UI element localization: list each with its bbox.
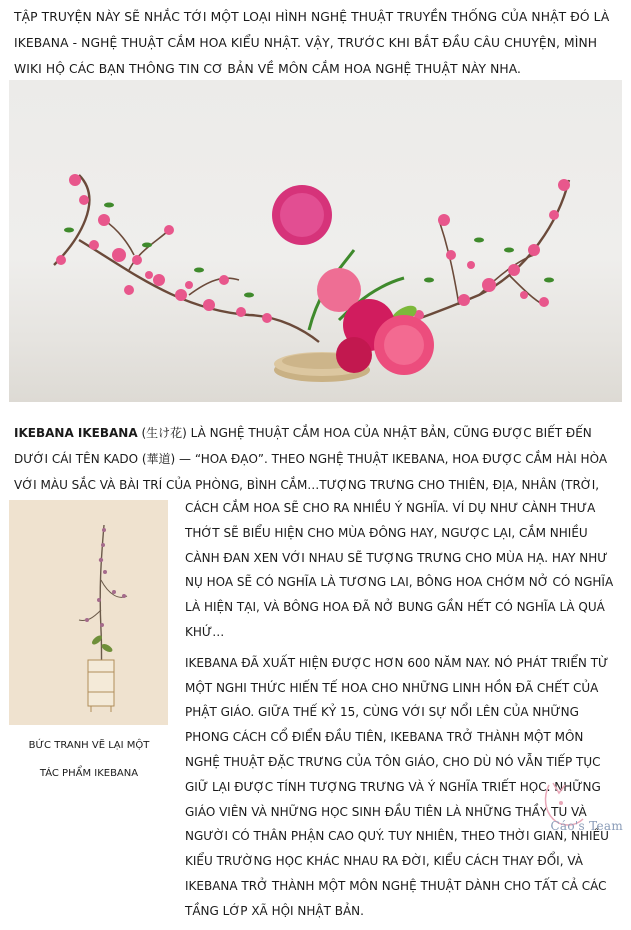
body-text	[185, 496, 618, 930]
painting-caption	[12, 732, 166, 788]
definition-text: (生け花) LÀ NGHỆ THUẬT CẮM HOA CỦA NHẬT BẢN, CŨNG ĐƯỢC BIẾT ĐẾN DƯỚI CÁI TÊN KADO (華道) — “HOA ĐẠO”. THEO NGHỆ THUẬT IKEBANA, HOA ĐƯỢC CẮM HÀI HÒA VỚI MÀU SẮC VÀ BÀI TRÍ CỦA PHÒNG, BÌNH CẮM…TƯỢNG TRƯNG CHO THIÊN, ĐỊA, NHÂN (TRỜI,	[14, 426, 608, 492]
ikebana-photo	[9, 80, 622, 402]
caption-line-2: TÁC PHẨM IKEBANA	[39, 768, 139, 779]
caption-line-1: BỨC TRANH VẼ LẠI MỘT	[28, 740, 150, 751]
painting-illustration	[9, 500, 168, 725]
ikebana-arrangement-illustration	[9, 80, 622, 402]
watermark-text: Cáo's Team	[550, 819, 623, 833]
paragraph-history: IKEBANA ĐÃ XUẤT HIỆN ĐƯỢC HƠN 600 NĂM NAY. NÓ PHÁT TRIỂN TỪ MỘT NGHI THỨC HIẾN TẾ HOA CHO NHỮNG LINH HỒN ĐÃ CHẾT CỦA PHẬT GIÁO. GIỮA THẾ KỶ 15, CÙNG VỚI SỰ NỔI LÊN CỦA NHỮNG PHONG CÁCH CỔ ĐIỂN ĐẦU TIÊN, IKEBANA TRỞ THÀNH MỘT MÔN NGHỆ THUẬT ĐẶC TRƯNG CỦA TÔN GIÁO, CHO DÙ NÓ VẪN TIẾP TỤC GIỮ LẠI ĐƯỢC TÍNH TƯỢNG TRƯNG VÀ Ý NGHĨA TRIẾT HỌC. NHỮNG GIÁO VIÊN VÀ NHỮNG HỌC SINH ĐẦU TIÊN LÀ NHỮNG THẦY TU VÀ NGƯỜI CÓ THÂN PHẬN CAO QUÝ. TUY NHIÊN, THEO THỜI GIAN, NHIỀU KIỂU TRƯỜNG HỌC KHÁC NHAU RA ĐỜI, KIỂU CÁCH THAY ĐỔI, VÀ IKEBANA TRỞ THÀNH MỘT MÔN NGHỆ THUẬT DÀNH CHO TẤT CẢ CÁC TẦNG LỚP XÃ HỘI NHẬT BẢN.	[185, 655, 609, 918]
definition-term: IKEBANA IKEBANA	[14, 426, 138, 440]
ikebana-painting	[9, 500, 168, 725]
paragraph-meaning: CÁCH CẮM HOA SẼ CHO RA NHIỀU Ý NGHĨA. VÍ DỤ NHƯ CÀNH THƯA THỚT SẼ BIỂU HIỆN CHO MÙA ĐÔNG HAY, NGƯỢC LẠI, CẮM NHIỀU CÀNH ĐAN XEN VỚI NHAU SẼ TƯỢNG TRƯNG CHO MÙA HẠ. HAY NHƯ NỤ HOA SẼ CÓ NGHĨA LÀ TƯƠNG LAI, BÔNG HOA CHỚM NỞ CÓ NGHĨA LÀ HIỆN TẠI, VÀ BÔNG HOA ĐÃ NỞ BUNG GẦN HẾT CÓ NGHĨA LÀ QUÁ KHỨ…	[185, 501, 614, 639]
intro-paragraph: TẬP TRUYỆN NÀY SẼ NHẮC TỚI MỘT LOẠI HÌNH NGHỆ THUẬT TRUYỀN THỐNG CỦA NHẬT ĐÓ LÀ IKEBANA - NGHỆ THUẬT CẮM HOA KIỂU NHẬT. VẬY, TRƯỚC KHI BẮT ĐẦU CÂU CHUYỆN, MÌNH WIKI HỘ CÁC BẠN THÔNG TIN CƠ BẢN VỀ MÔN CẮM HOA NGHỆ THUẬT NÀY NHA.	[14, 10, 610, 76]
